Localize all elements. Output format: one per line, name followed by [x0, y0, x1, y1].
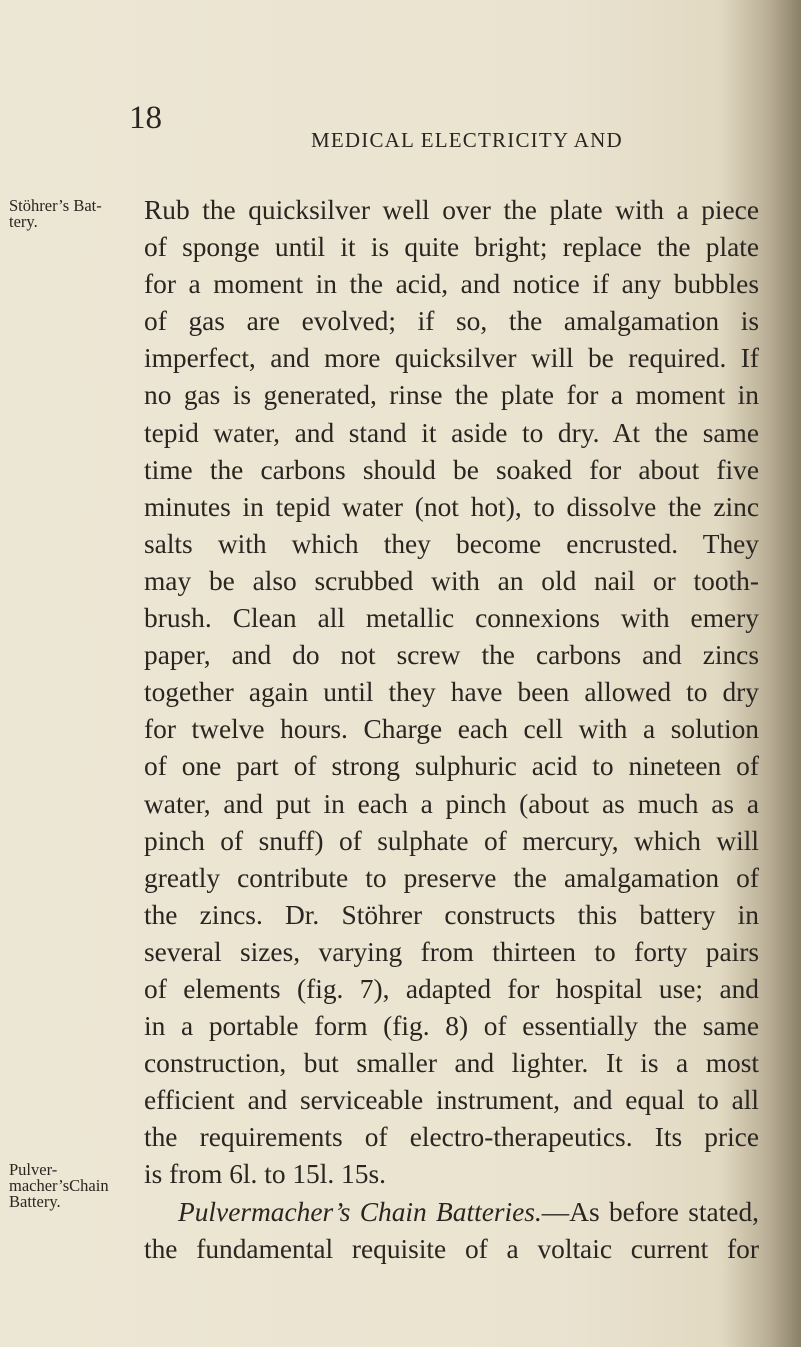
text-line: greatly contribute to preserve the amalgamation of	[144, 862, 759, 893]
text-line: minutes in tepid water (not hot), to dissolve the zinc	[144, 491, 759, 522]
sidenote-line: Battery.	[9, 1192, 61, 1211]
text-line: imperfect, and more quicksilver will be required. If	[144, 343, 759, 374]
text-line: in a portable form (fig. 8) of essentially the same	[144, 1011, 759, 1042]
text-line: pinch of snuff) of sulphate of mercury, which will	[144, 825, 759, 856]
text-line: tepid water, and stand it aside to dry. At the same	[144, 417, 759, 448]
text-line: no gas is generated, rinse the plate for a moment in	[144, 380, 759, 411]
text-line: of gas are evolved; if so, the amalgamation is	[144, 306, 759, 337]
text-line: paper, and do not screw the carbons and zincs	[144, 640, 759, 671]
text-line: the fundamental requisite of a voltaic current for	[144, 1233, 759, 1264]
text-line	[144, 1194, 759, 1231]
text-line: of one part of strong sulphuric acid to nineteen of	[144, 751, 759, 782]
text-line: water, and put in each a pinch (about as much as a	[144, 788, 759, 819]
paragraph-stohrer	[144, 192, 759, 1194]
page-number: 18	[129, 100, 162, 136]
sidenote-line: tery.	[9, 212, 38, 231]
text-line: may be also scrubbed with an old nail or tooth-	[144, 565, 759, 596]
text-line: Rub the quicksilver well over the plate with a piece	[144, 195, 759, 225]
text-run: —As before stated,	[541, 1196, 759, 1227]
text-line: efficient and serviceable instrument, and equal to all	[144, 1085, 759, 1116]
sidenote-line: macher’sChain	[9, 1176, 109, 1195]
sidenote-stohrer-battery	[9, 198, 135, 230]
section-heading: Pulvermacher’s Chain Batteries.	[178, 1196, 542, 1227]
text-line: the requirements of electro-therapeutics. Its price	[144, 1122, 759, 1153]
text-line: together again until they have been allowed to dry	[144, 677, 759, 708]
text-line: of sponge until it is quite bright; replace the plate	[144, 232, 759, 263]
text-line: is from 6l. to 15l. 15s.	[144, 1159, 386, 1190]
sidenote-line: Stöhrer’s Bat-	[9, 196, 102, 215]
sidenote-pulvermacher-battery	[9, 1162, 135, 1210]
text-line: for twelve hours. Charge each cell with a solution	[144, 714, 759, 745]
text-line: the zincs. Dr. Stöhrer constructs this battery in	[144, 899, 759, 930]
paragraph-pulvermacher	[144, 1194, 759, 1268]
sidenote-line: Pulver-	[9, 1160, 58, 1179]
text-line: for a moment in the acid, and notice if any bubbles	[144, 269, 759, 300]
text-line: construction, but smaller and lighter. It is a most	[144, 1048, 759, 1079]
text-line: salts with which they become encrusted. They	[144, 528, 759, 559]
running-head: MEDICAL ELECTRICITY AND	[311, 128, 623, 152]
body-text	[144, 192, 759, 1268]
text-line: brush. Clean all metallic connexions with emery	[144, 603, 759, 634]
text-line: of elements (fig. 7), adapted for hospital use; and	[144, 973, 759, 1004]
text-line: several sizes, varying from thirteen to forty pairs	[144, 936, 759, 967]
text-line: time the carbons should be soaked for about five	[144, 454, 759, 485]
